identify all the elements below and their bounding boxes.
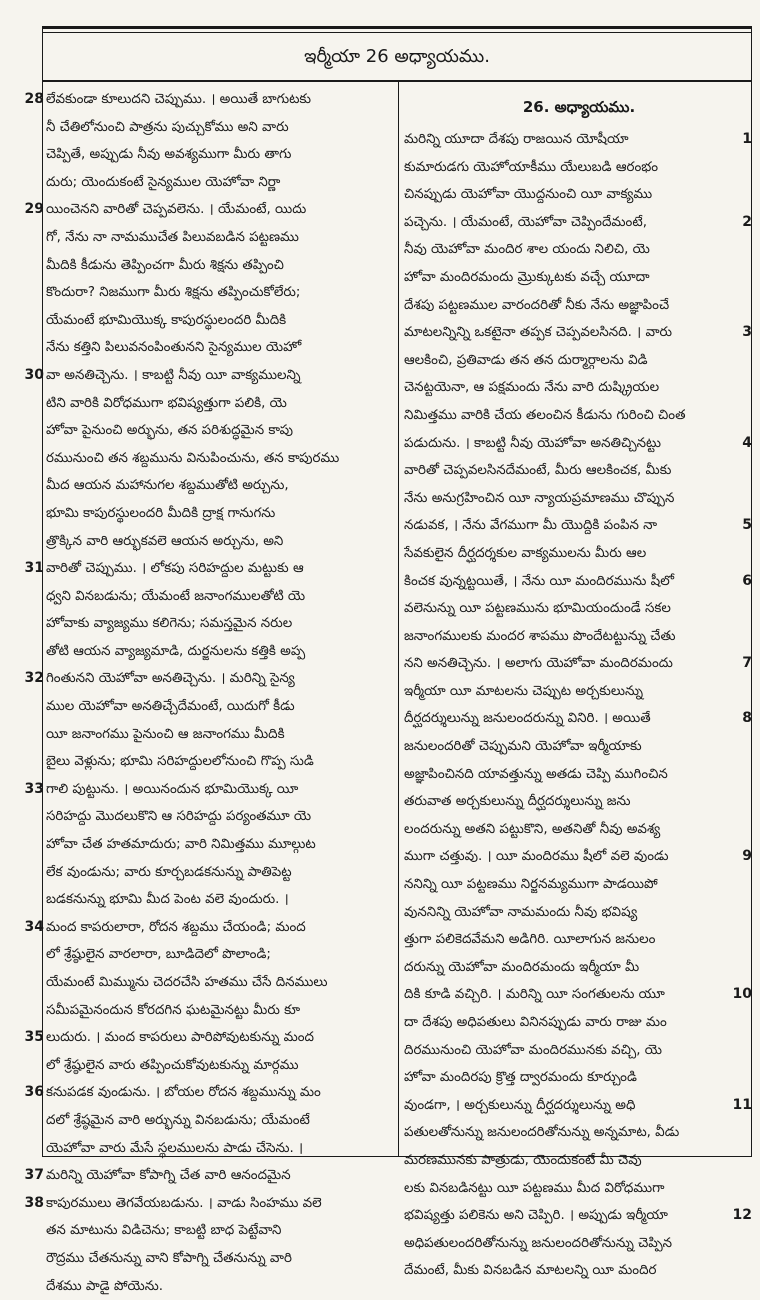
top-rule: [42, 26, 752, 29]
text-line: [12, 472, 392, 500]
line-text: యీ జనాంగము పైనుంచి ఆ జనాంగము మీదికి: [46, 726, 285, 742]
text-line: [12, 334, 392, 362]
text-line: [404, 347, 754, 375]
text-line: [404, 1009, 754, 1037]
text-line: [404, 1064, 754, 1092]
line-text: జనాంగములకు మందర శాపము పొందేటట్టున్ను చేతు: [404, 628, 676, 644]
text-line: [404, 1175, 754, 1203]
line-text: వలెనున్ను యీ పట్టణమును భూమియందుండే సకల: [404, 601, 671, 617]
line-text: యించెనని వారితో చెప్పవలెను. । యేమంటే, యిదు: [46, 202, 307, 218]
text-line: [12, 445, 392, 473]
line-text: చెనట్టయెనా, ఆ పక్షమందు నేను వారి దుష్క్రియల: [404, 380, 660, 396]
text-line: [404, 402, 754, 430]
line-text: దికి కూడి వచ్చిరి. । మరిన్ని యీ సంగతులను యూ: [404, 987, 665, 1003]
verse-number: 29: [24, 201, 44, 218]
text-line: [404, 1092, 754, 1120]
text-line: [404, 1119, 754, 1147]
text-line: [12, 1079, 392, 1107]
text-line: [12, 86, 392, 114]
header-rule: [42, 80, 752, 82]
text-line: [404, 954, 754, 982]
line-text: బడకనున్ను భూమి మీద పెంట వలె వుందురు. ।: [46, 892, 289, 908]
verse-number: 31: [24, 560, 44, 577]
verse-number: 6: [742, 572, 752, 589]
line-text: గో, నేను నా నామముచేత పిలువబడిన పట్టణము: [46, 229, 299, 245]
verse-number: 7: [742, 655, 752, 672]
text-line: [404, 1147, 754, 1175]
line-text: నేను అనుగ్రహించిన యీ న్యాయప్రమాణము చొప్పున: [404, 490, 675, 506]
text-line: [404, 126, 754, 154]
verse-number: 28: [24, 91, 44, 107]
verse-number: 4: [742, 434, 752, 451]
text-line: [404, 761, 754, 789]
text-line: [12, 1217, 392, 1245]
text-line: [12, 1190, 392, 1218]
line-text: చెప్పితే, అప్పుడు నీవు అవశ్యముగా మీరు తాగు: [46, 147, 292, 163]
line-text: యేమంటే భూమియొక్క కాపురస్థులందరి మీదికి: [46, 312, 287, 328]
text-line: [404, 209, 754, 237]
line-text: హోవా పైనుంచి అర్భును, తన పరిశుద్ధమైన కాపు: [46, 423, 293, 439]
line-text: రౌద్రము చేతనున్ను వాని కోపాగ్ని చేతనున్ను వారి: [46, 1250, 292, 1266]
line-text: త్రొక్కిన వారి ఆర్భుకవలె ఆయన అర్చును, అని: [46, 533, 284, 549]
text-line: [12, 279, 392, 307]
line-text: అధిపతులందరితోనున్ను జనులందరితోనున్ను చెప్పిన: [404, 1235, 673, 1251]
text-line: [12, 224, 392, 252]
text-line: [404, 1230, 754, 1258]
line-text: టిని వారికి విరోధముగా భవిష్యత్తుగా పలికి, యె: [46, 395, 287, 411]
top-rule-inner: [42, 32, 752, 33]
text-line: [12, 859, 392, 887]
line-text: దేమంటే, మీకు వినబడిన మాటలన్ని యీ మందిర: [404, 1263, 657, 1279]
text-line: [12, 969, 392, 997]
text-line: [12, 1135, 392, 1163]
line-text: నిమిత్తము వారికి చేయ తలంచిన కీడును గురించి చింత: [404, 407, 686, 423]
verse-number: 34: [24, 918, 44, 935]
line-text: ఆలకించి, ప్రతివాడు తన తన దుర్మార్గాలను విడి: [404, 352, 648, 368]
verse-number: 38: [24, 1194, 44, 1211]
line-text: కనుపడక వుండును. । బోయల రోదన శబ్దమున్ను మం: [46, 1085, 321, 1101]
text-line: [404, 540, 754, 568]
line-text: అజ్ఞాపించినది యావత్తున్ను అతడు చెప్పి ముగించిన: [404, 766, 668, 782]
verse-number: 2: [742, 213, 752, 230]
line-text: పతులతోనున్ను జనులందరితోనున్ను అన్నమాట, వీడు: [404, 1125, 680, 1141]
right-column: [404, 86, 754, 1285]
text-line: [12, 1107, 392, 1135]
line-text: హోవా మందిరమందు మ్రొక్కుటకు వచ్చే యూదా: [404, 269, 650, 285]
text-line: [12, 500, 392, 528]
text-line: [12, 390, 392, 418]
line-text: లేవకుండా కూలుదని చెప్పుము. । అయితే బాగుటకు: [46, 92, 312, 107]
text-line: [12, 307, 392, 335]
verse-number: 35: [24, 1029, 44, 1046]
line-text: నని అనతిచ్చెను. । అలాగు యెహోవా మందిరమందు: [404, 656, 673, 672]
text-line: [404, 319, 754, 347]
line-text: దరున్ను యెహోవా మందిరమందు ఇర్మీయా మీ: [404, 959, 640, 975]
left-column: [12, 86, 392, 1300]
text-line: [12, 610, 392, 638]
text-line: [12, 997, 392, 1025]
line-text: చినప్పుడు యెహోవా యొద్దనుంచి యీ వాక్యము: [404, 187, 653, 203]
text-line: [404, 236, 754, 264]
line-text: లుదురు. । మంద కాపరులు పారిపోవుటకున్ను మంద: [46, 1030, 315, 1046]
line-text: వారితో చెప్పుము. । లోకపు సరిహద్దుల మట్టుకు ఆ: [46, 561, 304, 577]
text-line: [404, 623, 754, 651]
text-line: [12, 803, 392, 831]
text-line: [404, 568, 754, 596]
text-line: [12, 141, 392, 169]
running-header: ఇర్మీయా 26 అధ్యాయము.: [304, 46, 490, 67]
verse-number: 12: [732, 1207, 752, 1224]
text-line: [12, 196, 392, 224]
text-line: [404, 154, 754, 182]
line-text: త్తుగా పలికెదవేమని అడిగిరి. యీలాగున జనులం: [404, 932, 656, 948]
line-text: మీదికి కీడును తెప్పించగా మీరు శిక్షను తప్పించి: [46, 257, 284, 273]
text-line: [12, 252, 392, 280]
text-line: [12, 583, 392, 611]
column-divider: [398, 82, 399, 1156]
text-line: [404, 181, 754, 209]
text-line: [404, 374, 754, 402]
text-line: [12, 528, 392, 556]
text-line: [404, 1202, 754, 1230]
text-line: [12, 721, 392, 749]
text-line: [404, 788, 754, 816]
text-line: [404, 430, 754, 458]
verse-number: 37: [24, 1167, 44, 1184]
text-line: [404, 1037, 754, 1065]
line-text: మరిన్ని యూదా దేశపు రాజయిన యోషీయా: [404, 132, 629, 147]
text-line: [404, 650, 754, 678]
text-line: [404, 926, 754, 954]
line-text: వారితో చెప్పవలసినదేమంటే, మీరు ఆలకించక, మీకు: [404, 463, 672, 479]
line-text: మాటలన్నిన్ని ఒకటైనా తప్పక చెప్పవలసినది. । వారు: [404, 325, 673, 341]
verse-number: 36: [24, 1084, 44, 1101]
line-text: ననిన్ని యీ పట్టణము నిర్జనమ్యముగా పాడయిపో: [404, 877, 658, 893]
line-text: కొందురా? నిజముగా మీరు శిక్షను తప్పించుకోలేరు;: [46, 285, 301, 301]
line-text: భవిష్యత్తు పలికెను అని చెప్పిరి. । అప్పుడు ఇర్మీయా: [404, 1208, 668, 1224]
text-line: [404, 678, 754, 706]
text-line: [404, 457, 754, 485]
text-line: [12, 693, 392, 721]
line-text: మరిన్ని యెహోవా కోపాగ్ని చేత వారి ఆనందమైన: [46, 1168, 291, 1184]
line-text: పచ్చెను. । యేమంటే, యెహోవా చెప్పిందేమంటే,: [404, 214, 647, 230]
line-text: పడుదును. । కాబట్టి నీవు యెహోవా అనతిచ్చినట్టు: [404, 435, 662, 451]
chapter-heading: 26. అధ్యాయము.: [522, 98, 636, 116]
line-text: నీ చేతిలోనుంచి పాత్రను పుచ్చుకోము అని వారు: [46, 119, 289, 135]
verse-number: 1: [742, 131, 752, 147]
verse-number: 33: [24, 780, 44, 797]
line-text: సరిహద్దు మొదలుకొని ఆ సరిహద్దు పర్యంతమూ యె: [46, 809, 312, 825]
text-line: [12, 886, 392, 914]
line-text: గింతునని యెహోవా అనతిచ్చెను. । మరిన్ని సైన్య: [46, 671, 295, 687]
verse-number: 10: [732, 986, 752, 1003]
line-text: యెహోవా వారు మేసే స్థలములను పాడు చేసెను. ।: [46, 1140, 304, 1156]
line-text: లో శ్రేష్ఠులైన వారలారా, బూడిదెలో పొలాండి;: [46, 947, 271, 963]
line-text: లేక వుండును; వారు కూర్చబడకనున్ను పాతిపెట్ట: [46, 864, 292, 880]
line-text: దా దేశపు అధిపతులు వినినప్పుడు వారు రాజు మం: [404, 1015, 667, 1030]
line-text: దురు; యెందుకంటే సైన్యముల యెహోవా నిర్ణా: [46, 174, 281, 190]
verse-number: 32: [24, 670, 44, 687]
line-text: తోటి ఆయన వ్యాజ్యమాడి, దుర్జనులను కత్తికి అప్ప: [46, 643, 306, 659]
line-text: హోవా చేత హతమాదురు; వారి నిమిత్తము మూల్గుట: [46, 837, 316, 853]
verse-number: 3: [742, 324, 752, 341]
line-text: ధ్వని వినబడును; యేమంటే జనాంగములతోటి యె: [46, 588, 306, 604]
line-text: ముల యెహోవా అనతిచ్చేదేమంటే, యిదుగో కీడు: [46, 699, 295, 715]
line-text: దలో శ్రేష్ఠమైన వారి అర్భున్ను వినబడును; యేమంటే: [46, 1112, 310, 1128]
line-text: నేను కత్తిని పిలువనంపింతునని సైన్యముల యెహో: [46, 340, 302, 356]
text-line: [12, 914, 392, 942]
line-text: కాపురములు తెగవేయబడును. । వాడు సింహము వలె: [46, 1195, 322, 1211]
line-text: హోవా మందిరపు క్రొత్త ద్వారమందు కూర్చుండి: [404, 1070, 637, 1086]
text-line: [12, 1162, 392, 1190]
text-line: [12, 638, 392, 666]
verse-number: 30: [24, 366, 44, 383]
line-text: వుండగా, । అర్చకులున్ను దీర్ఘదర్శులున్ను అధి: [404, 1097, 636, 1113]
text-line: [404, 292, 754, 320]
line-text: యేమంటే మిమ్మును చెదరచేసి హతము చేసే దినములు: [46, 975, 328, 990]
line-text: దీర్ఘదర్శులున్ను జనులందరున్ను వినిరి. । అయితే: [404, 711, 651, 727]
verse-number: 9: [742, 848, 752, 865]
line-text: లకు వినబడినట్టు యీ పట్టణము మీద విరోధముగా: [404, 1180, 665, 1196]
text-line: [404, 981, 754, 1009]
text-line: [404, 843, 754, 871]
line-text: బైలు వెళ్లును; భూమి సరిహద్దులలోనుంచి గొప్ప సుడి: [46, 754, 314, 770]
line-text: తన మాటును విడిచెను; కాబట్టి బాధ పెట్టేవాని: [46, 1223, 282, 1239]
line-text: దేశపు పట్టణముల వారందరితో నీకు నేను అజ్ఞాపించే: [404, 297, 670, 313]
text-line: [404, 899, 754, 927]
text-line: [12, 748, 392, 776]
text-line: [12, 665, 392, 693]
text-line: [12, 114, 392, 142]
text-line: [12, 776, 392, 804]
line-text: లో శ్రేష్ఠులైన వారు తప్పించుకోవుటకున్ను మార్గము: [46, 1057, 299, 1073]
text-line: [12, 1245, 392, 1273]
text-line: [12, 1273, 392, 1300]
text-line: [12, 555, 392, 583]
line-text: దిరమునుంచి యెహోవా మందిరమునకు వచ్చి, యె: [404, 1042, 662, 1058]
line-text: లందరున్ను అతని పట్టుకొని, అతనితో నీవు అవశ్య: [404, 821, 661, 837]
text-line: [404, 816, 754, 844]
line-text: వుననిన్ని యెహోవా నామమందు నీవు భవిష్య: [404, 904, 638, 920]
line-text: ముగా చత్తువు. । యీ మందిరము షీలో వలె వుండు: [404, 849, 669, 865]
text-line: [404, 733, 754, 761]
line-text: హోవాకు వ్యాజ్యము కలిగెను; సమస్తమైన నరుల: [46, 616, 293, 632]
line-text: కుమారుడగు యెహోయాకీము యేలుబడి ఆరంభం: [404, 159, 659, 175]
text-line: [404, 1257, 754, 1285]
line-text: సమీపమైనందున కోరదగిన ఘటమైనట్టు మీరు కూ: [46, 1002, 301, 1018]
line-text: మంద కాపరులారా, రోదన శబ్దము చేయండి; మంద: [46, 919, 306, 935]
line-text: భూమి కాపురస్థులందరి మీదికి ద్రాక్ష గానుగను: [46, 505, 276, 521]
line-text: నడువక, । నేను వేగముగా మీ యొద్దికి పంపిన నా: [404, 518, 658, 534]
line-text: కించక వున్నట్టయితే, । నేను యీ మందిరమును షీలో: [404, 573, 674, 589]
line-text: నీవు యెహోవా మందిర శాల యందు నిలిచి, యె: [404, 242, 650, 258]
line-text: తరువాత అర్చకులున్ను దీర్ఘదర్శులున్ను జను: [404, 794, 631, 810]
line-text: దేశము పాడై పోయెను.: [46, 1278, 163, 1294]
text-line: [404, 512, 754, 540]
line-text: జనులందరితో చెప్పుమని యెహోవా ఇర్మీయాకు: [404, 739, 642, 755]
line-text: ఇర్మీయా యీ మాటలను చెప్పుట అర్చకులున్ను: [404, 683, 644, 699]
verse-number: 8: [742, 710, 752, 727]
text-line: [12, 362, 392, 390]
text-line: [12, 941, 392, 969]
verse-number: 5: [742, 517, 752, 534]
line-text: గాలి పుట్టును. । అయినందున భూమియొక్క యీ: [46, 781, 299, 797]
text-line: [404, 871, 754, 899]
line-text: రమునుంచి తన శబ్దమును వినుపించును, తన కాపురము: [46, 450, 340, 466]
text-line: [404, 485, 754, 513]
verse-number: 11: [732, 1096, 752, 1113]
text-line: [12, 831, 392, 859]
text-line: [404, 705, 754, 733]
line-text: మరణమునకు పాత్రుడు, యెందుకంటే మీ చెవు: [404, 1152, 642, 1168]
line-text: సేవకులైన దీర్ఘదర్శకుల వాక్యములను మీరు ఆల: [404, 545, 647, 561]
text-line: [12, 169, 392, 197]
text-line: [12, 1052, 392, 1080]
line-text: వా అనతిచ్చెను. । కాబట్టి నీవు యీ వాక్యములన్ని: [46, 367, 301, 383]
text-line: [404, 264, 754, 292]
line-text: మీద ఆయన మహానుగల శబ్దముతోటి అర్చును,: [46, 478, 289, 494]
text-line: [12, 417, 392, 445]
text-line: [404, 595, 754, 623]
text-line: [12, 1024, 392, 1052]
